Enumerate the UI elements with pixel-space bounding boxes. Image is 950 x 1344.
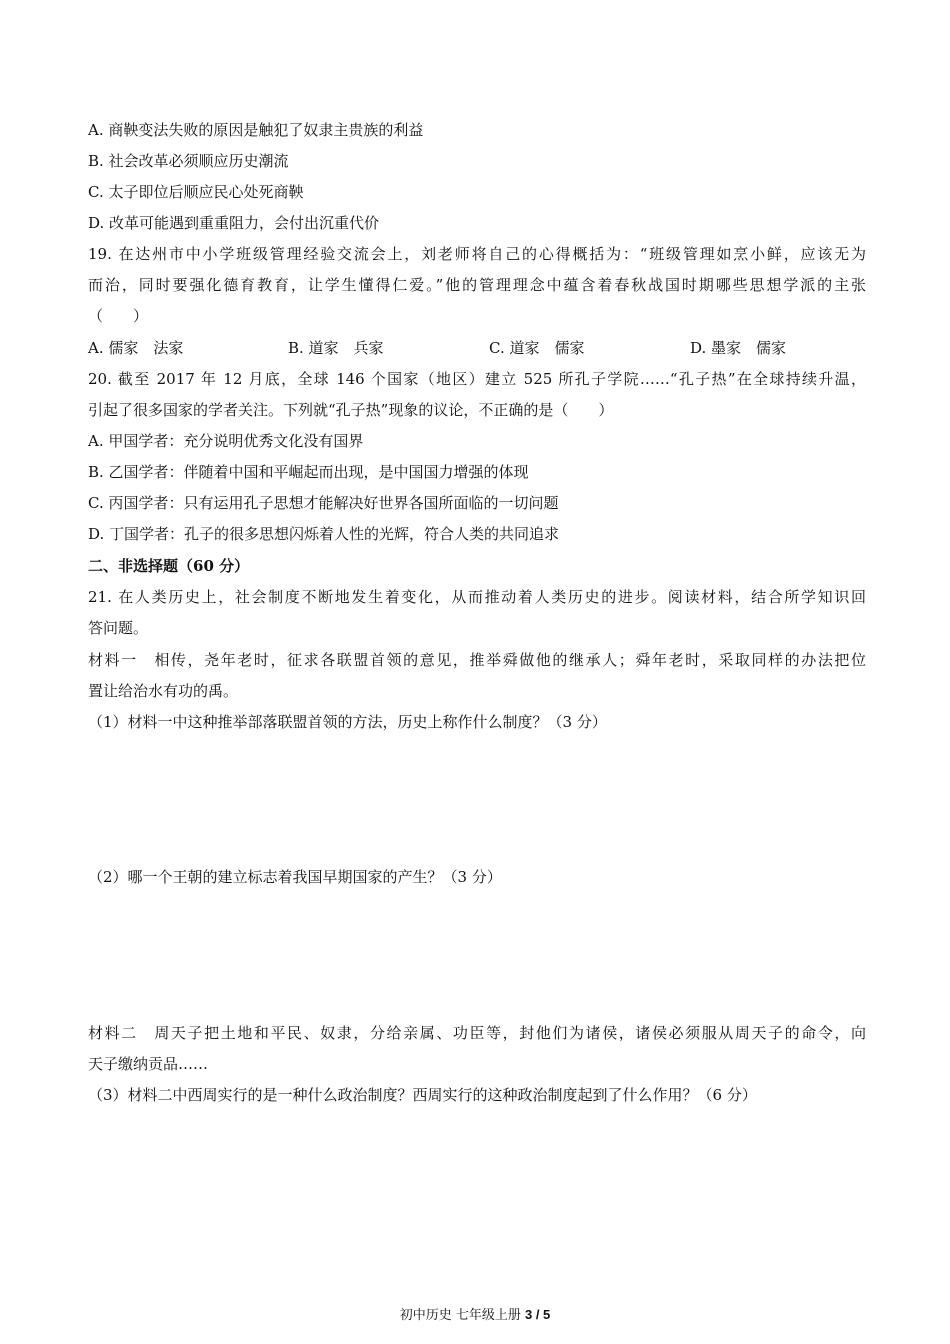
q20-stem-line-1: 20. 截至 2017 年 12 月底，全球 146 个国家（地区）建立 525 所孔子学院……“孔子热”在全球持续升温， xyxy=(88,370,866,388)
q21-subquestion-3: （3）材料二中西周实行的是一种什么政治制度？西周实行的这种政治制度起到了什么作用？（6 分） xyxy=(88,1086,757,1104)
q21-material2-line-2: 天子缴纳贡品…… xyxy=(88,1055,209,1073)
q19-option-b: B. 道家 兵家 xyxy=(288,339,384,357)
q21-subquestion-2: （2）哪一个王朝的建立标志着我国早期国家的产生？（3 分） xyxy=(88,868,502,886)
q18-option-d: D. 改革可能遇到重重阻力，会付出沉重代价 xyxy=(88,214,380,232)
q19-stem-line-1: 19. 在达州市中小学班级管理经验交流会上，刘老师将自己的心得概括为：“班级管理如烹小鲜，应该无为 xyxy=(88,245,866,263)
q21-material1-line-1: 材料一 相传，尧年老时，征求各联盟首领的意见，推举舜做他的继承人；舜年老时，采取同样的办法把位 xyxy=(88,651,866,669)
footer-label: 初中历史 七年级上册 xyxy=(399,1308,525,1323)
section-heading: 二、非选择题（60 分） xyxy=(88,557,250,575)
q18-option-c: C. 太子即位后顺应民心处死商鞅 xyxy=(88,183,304,201)
q19-stem-line-2: 而治，同时要强化德育教育，让学生懂得仁爱。”他的管理理念中蕴含着春秋战国时期哪些思想学派的主张 xyxy=(88,276,866,294)
q19-option-d: D. 墨家 儒家 xyxy=(690,339,787,357)
page-footer xyxy=(0,1306,950,1325)
q19-answer-bracket: （ ） xyxy=(88,307,149,325)
q21-subquestion-1: （1）材料一中这种推举部落联盟首领的方法，历史上称作什么制度？（3 分） xyxy=(88,713,607,731)
q20-option-b: B. 乙国学者：伴随着中国和平崛起而出现，是中国国力增强的体现 xyxy=(88,463,529,481)
q21-stem-line-1: 21. 在人类历史上，社会制度不断地发生着变化，从而推动着人类历史的进步。阅读材料，结合所学知识回 xyxy=(88,588,866,606)
q20-option-c: C. 丙国学者：只有运用孔子思想才能解决好世界各国所面临的一切问题 xyxy=(88,494,559,512)
page-number: 3 / 5 xyxy=(524,1307,551,1322)
q20-option-d: D. 丁国学者：孔子的很多思想闪烁着人性的光辉，符合人类的共同追求 xyxy=(88,525,560,543)
q18-option-a: A. 商鞅变法失败的原因是触犯了奴隶主贵族的利益 xyxy=(88,121,424,139)
q20-option-a: A. 甲国学者：充分说明优秀文化没有国界 xyxy=(88,432,364,450)
q21-material2-line-1: 材料二 周天子把土地和平民、奴隶，分给亲属、功臣等，封他们为诸侯，诸侯必须服从周天子的命令，向 xyxy=(88,1024,866,1042)
q19-option-a: A. 儒家 法家 xyxy=(88,339,184,357)
q18-option-b: B. 社会改革必须顺应历史潮流 xyxy=(88,152,289,170)
q20-stem-line-2: 引起了很多国家的学者关注。下列就“孔子热”现象的议论，不正确的是（ ） xyxy=(88,401,614,419)
q21-stem-line-2: 答问题。 xyxy=(88,619,149,637)
q21-material1-line-2: 置让给治水有功的禹。 xyxy=(88,682,239,700)
q19-option-c: C. 道家 儒家 xyxy=(489,339,585,357)
